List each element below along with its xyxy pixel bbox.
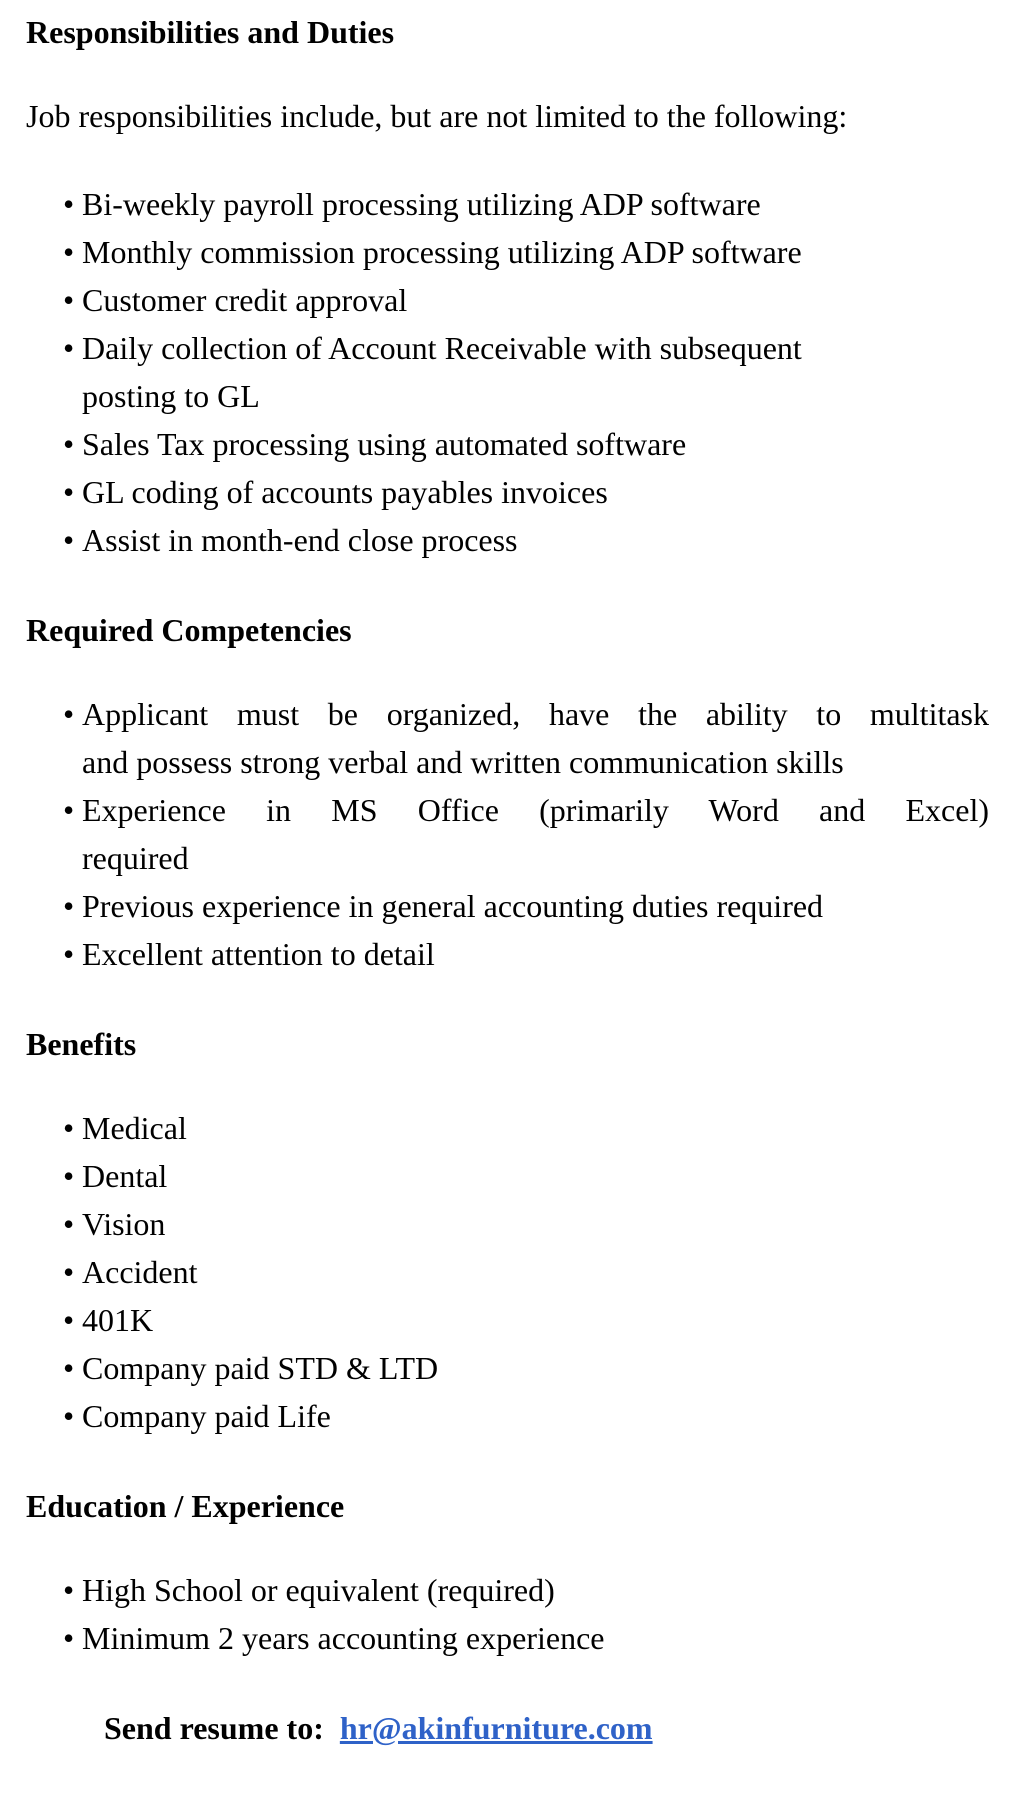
list-item-line: • Accident xyxy=(82,1254,198,1290)
send-resume-label: Send resume to: xyxy=(104,1710,324,1746)
section-heading: Responsibilities and Duties xyxy=(26,14,395,50)
bullet-list xyxy=(26,690,989,978)
list-item-line: • Excellent attention to detail xyxy=(82,936,435,972)
list-item-line: • Vision xyxy=(82,1206,166,1242)
list-item-line: • Monthly commission processing utilizing ADP software xyxy=(82,234,802,270)
list-item xyxy=(26,1566,989,1614)
section-heading: Benefits xyxy=(26,1026,137,1062)
list-item xyxy=(26,1392,989,1440)
list-item-line: • Customer credit approval xyxy=(82,282,408,318)
bullet-list xyxy=(26,1104,989,1440)
list-item xyxy=(26,882,989,930)
list-item xyxy=(26,228,989,276)
list-item-line: and possess strong verbal and written communication skills xyxy=(82,744,844,780)
list-item-line: • Daily collection of Account Receivable with subsequent xyxy=(82,330,802,366)
list-item-line: • Medical xyxy=(82,1110,187,1146)
list-item xyxy=(26,1152,989,1200)
list-item-line: • Assist in month-end close process xyxy=(82,522,518,558)
list-item-line: • Minimum 2 years accounting experience xyxy=(82,1620,605,1656)
list-item-line: posting to GL xyxy=(82,378,260,414)
list-item xyxy=(26,1614,989,1662)
list-item-line: required xyxy=(82,840,189,876)
list-item-line: • Previous experience in general accounting duties required xyxy=(82,888,824,924)
list-item xyxy=(26,468,989,516)
bullet-list xyxy=(26,180,989,564)
list-item-line: • Company paid Life xyxy=(82,1398,331,1434)
resume-email-link[interactable]: hr@akinfurniture.com xyxy=(339,1710,653,1746)
list-item-line: • GL coding of accounts payables invoices xyxy=(82,474,608,510)
list-item-line: • Sales Tax processing using automated software xyxy=(82,426,687,462)
list-item-line: • Applicant must be organized, have the ability to multitask xyxy=(82,696,989,732)
list-item xyxy=(26,1344,989,1392)
resume-instruction xyxy=(26,1706,989,1750)
list-item-line: • High School or equivalent (required) xyxy=(82,1572,555,1608)
job-posting-sections xyxy=(26,10,989,1662)
list-item xyxy=(26,516,989,564)
list-item-line: • Experience in MS Office (primarily Word and Excel) xyxy=(82,792,989,828)
list-item-line: • Bi-weekly payroll processing utilizing ADP software xyxy=(82,186,761,222)
list-item-line: • Dental xyxy=(82,1158,168,1194)
bullet-list xyxy=(26,1566,989,1662)
list-item-line: • 401K xyxy=(82,1302,154,1338)
section-heading: Required Competencies xyxy=(26,612,352,648)
list-item xyxy=(26,276,989,324)
section-intro: Job responsibilities include, but are not limited to the following: xyxy=(26,98,848,134)
list-item xyxy=(26,1248,989,1296)
list-item xyxy=(26,930,989,978)
list-item xyxy=(26,1104,989,1152)
list-item xyxy=(26,1200,989,1248)
list-item xyxy=(26,786,989,882)
section-heading: Education / Experience xyxy=(26,1488,345,1524)
list-item xyxy=(26,1296,989,1344)
list-item xyxy=(26,420,989,468)
list-item xyxy=(26,180,989,228)
list-item-line: • Company paid STD & LTD xyxy=(82,1350,439,1386)
list-item xyxy=(26,324,989,420)
list-item xyxy=(26,690,989,786)
